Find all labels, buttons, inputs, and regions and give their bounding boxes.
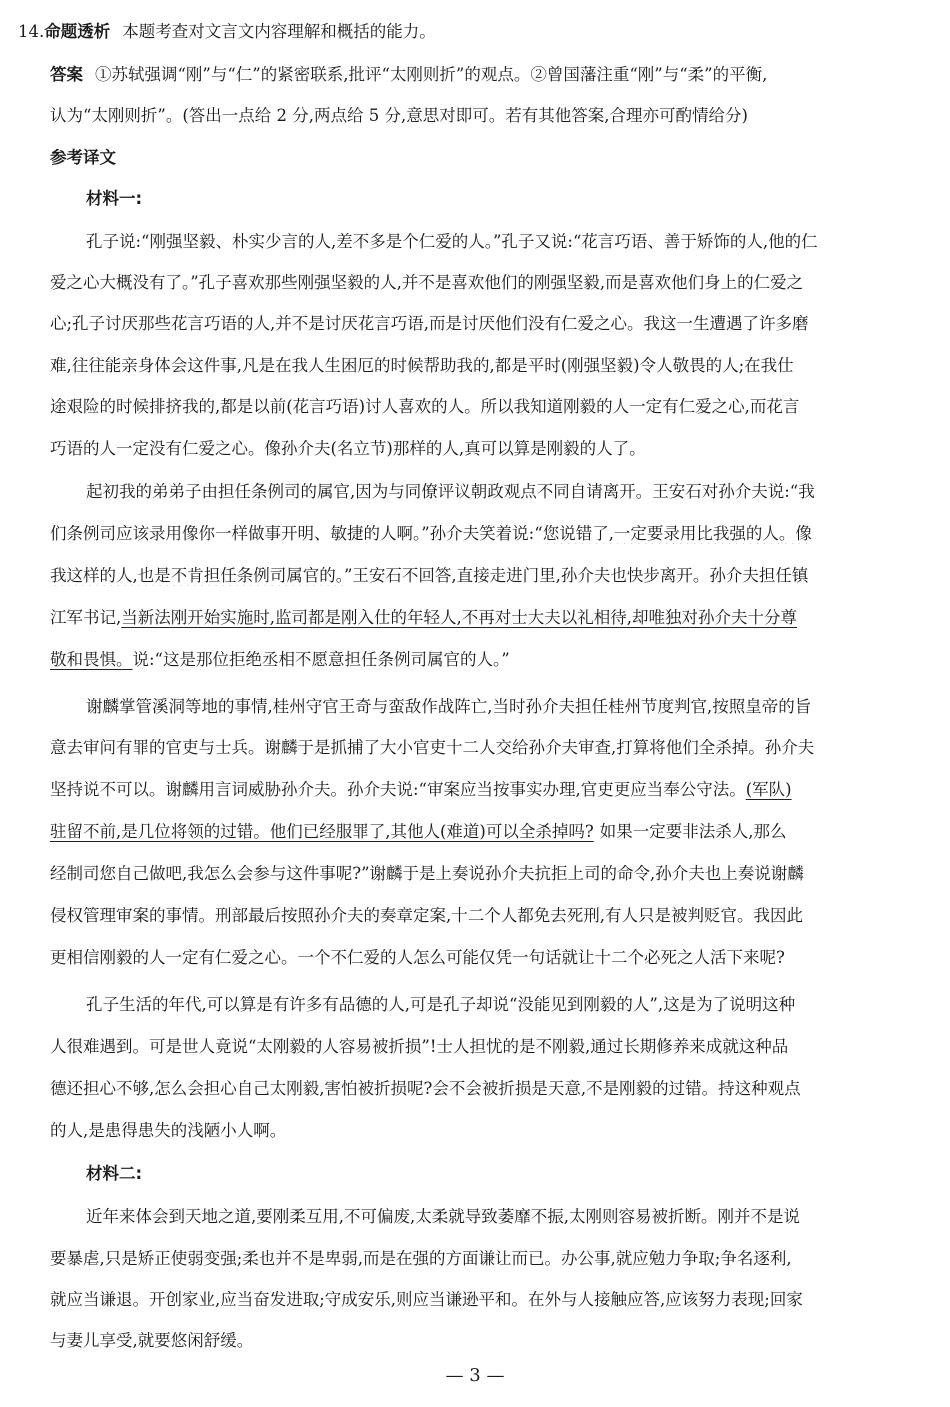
translation-heading: 参考译文 — [50, 148, 116, 167]
m1-p3-line: 谢麟掌管溪洞等地的事情,桂州守官王奇与蛮敌作战阵亡,当时孙介夫担任桂州节度判官,按照皇帝的旨 — [86, 697, 812, 716]
m1-p2-line — [50, 566, 930, 586]
m1-p2-text: 说:“这是那位拒绝丞相不愿意担任条例司属官的人。” — [132, 650, 510, 669]
question-text: 本题考查对文言文内容理解和概括的能力。 — [122, 22, 436, 41]
underlined-text: 敬和畏惧。 — [50, 650, 133, 669]
m1-p2-line — [50, 608, 930, 628]
m1-p3-line — [50, 822, 930, 842]
answer-line-1 — [50, 65, 930, 85]
m1-p1-line: 难,往往能亲身体会这件事,凡是在我人生困厄的时候帮助我的,都是平时(刚强坚毅)令人敬畏的人;在我仕 — [50, 356, 794, 375]
page-number: — 3 — — [445, 1365, 505, 1386]
question-label: 命题透析 — [44, 22, 111, 41]
wavy-underlined-text: 我这样的人,也是不肯担任条例司属官的。 — [50, 566, 344, 585]
m1-p3-line — [50, 780, 930, 800]
m1-p1-line: 孔子说:“刚强坚毅、朴实少言的人,差不多是个仁爱的人。”孔子又说:“花言巧语、善于矫饰的人,他的仁 — [86, 232, 818, 251]
m1-p3-line: 经制司您自己做吧,我怎么会参与这件事呢?”谢麟于是上奏说孙介夫抗拒上司的命令,孙介夫也上奏说谢麟 — [50, 864, 804, 883]
m1-p2-line — [50, 650, 930, 670]
m1-p1-line: 途艰险的时候排挤我的,都是以前(花言巧语)讨人喜欢的人。所以我知道刚毅的人一定有仁爱之心,而花言 — [50, 397, 800, 416]
m1-p2-line: 起初我的弟弟子由担任条例司的属官,因为与同僚评议朝政观点不同自请离开。王安石对孙介夫说:“我 — [86, 482, 815, 501]
m1-p3-line: 侵权管理审案的事情。刑部最后按照孙介夫的奏章定案,十二个人都免去死刑,有人只是被判贬官。我因此 — [50, 906, 803, 925]
wavy-underlined-text: 您说错了,一定要录用比我强的人。像 — [542, 524, 812, 543]
answer-label: 答案 — [50, 65, 83, 84]
m1-p3-line: 更相信刚毅的人一定有仁爱之心。一个不仁爱的人怎么可能仅凭一句话就让十二个必死之人活下来呢? — [50, 948, 785, 967]
m1-p4-line: 孔子生活的年代,可以算是有许多有品德的人,可是孔子却说“没能见到刚毅的人”,这是为了说明这种 — [86, 995, 796, 1014]
m1-p3-line: 意去审问有罪的官吏与士兵。谢麟于是抓捕了大小官吏十二人交给孙介夫审查,打算将他们全杀掉。孙介夫 — [50, 738, 815, 757]
m1-p1-line: 巧语的人一定没有仁爱之心。像孙介夫(名立节)那样的人,真可以算是刚毅的人了。 — [50, 439, 646, 458]
m1-p4-line: 德还担心不够,怎么会担心自己太刚毅,害怕被折损呢?会不会被折损是天意,不是刚毅的过错。持这种观点 — [50, 1079, 801, 1098]
m1-p4-line: 人很难遇到。可是世人竟说“太刚毅的人容易被折损”!士人担忧的是不刚毅,通过长期修养来成就这种品 — [50, 1037, 789, 1056]
m2-p1-line: 要暴虐,只是矫正使弱变强;柔也并不是卑弱,而是在强的方面谦让而已。办公事,就应勉力争取;争名逐利, — [50, 1249, 792, 1268]
m1-p2-text: 江军书记, — [50, 608, 122, 627]
m1-p3-text: 坚持说不可以。谢麟用言词威胁孙介夫。孙介夫说:“审案应当按事实办理,官吏更应当奉公守法。 — [50, 780, 746, 799]
answer-text-1: ①苏轼强调“刚”与“仁”的紧密联系,批评“太刚则折”的观点。②曾国藩注重“刚”与“柔”的平衡, — [95, 65, 768, 84]
m2-p1-line: 与妻儿享受,就要悠闲舒缓。 — [50, 1331, 254, 1350]
answer-line-2: 认为“太刚则折”。(答出一点给 2 分,两点给 5 分,意思对即可。若有其他答案,合理亦可酌情给分) — [50, 106, 748, 125]
underlined-text: 当新法刚开始实施时,监司都是刚入仕的年轻人,不再对士大夫以礼相待,却唯独对孙介夫十分尊 — [121, 608, 797, 627]
material-1-heading: 材料一: — [86, 189, 143, 208]
m2-p1-line: 就应当谦退。开创家业,应当奋发进取;守成安乐,则应当谦逊平和。在外与人接触应答,应该努力表现;回家 — [50, 1290, 803, 1309]
m1-p1-line: 心;孔子讨厌那些花言巧语的人,并不是讨厌花言巧语,而是讨厌他们没有仁爱之心。我这一生遭遇了许多磨 — [50, 314, 809, 333]
m1-p2-line — [50, 524, 930, 544]
m1-p4-line: 的人,是患得患失的浅陋小人啊。 — [50, 1121, 287, 1140]
m2-p1-line: 近年来体会到天地之道,要刚柔互用,不可偏废,太柔就导致萎靡不振,太刚则容易被折断。刚并不是说 — [86, 1207, 800, 1226]
m1-p1-line: 爱之心大概没有了。”孔子喜欢那些刚强坚毅的人,并不是喜欢他们的刚强坚毅,而是喜欢他们身上的仁爱之 — [50, 273, 804, 292]
material-2-heading: 材料二: — [86, 1164, 143, 1183]
underlined-text: (军队) — [745, 780, 792, 799]
question-number: 14. — [18, 22, 45, 41]
underlined-text: 驻留不前,是几位将领的过错。他们已经服罪了,其他人(难道)可以全杀掉吗? — [50, 822, 594, 841]
m1-p3-text: 如果一定要非法杀人,那么 — [599, 822, 787, 841]
m1-p2-text: 们条例司应该录用像你一样做事开明、敏捷的人啊。”孙介夫笑着说:“ — [50, 524, 543, 543]
m1-p2-text: ”王安石不回答,直接走进门里,孙介夫也快步离开。孙介夫担任镇 — [344, 566, 809, 585]
question-14-line — [18, 22, 930, 42]
